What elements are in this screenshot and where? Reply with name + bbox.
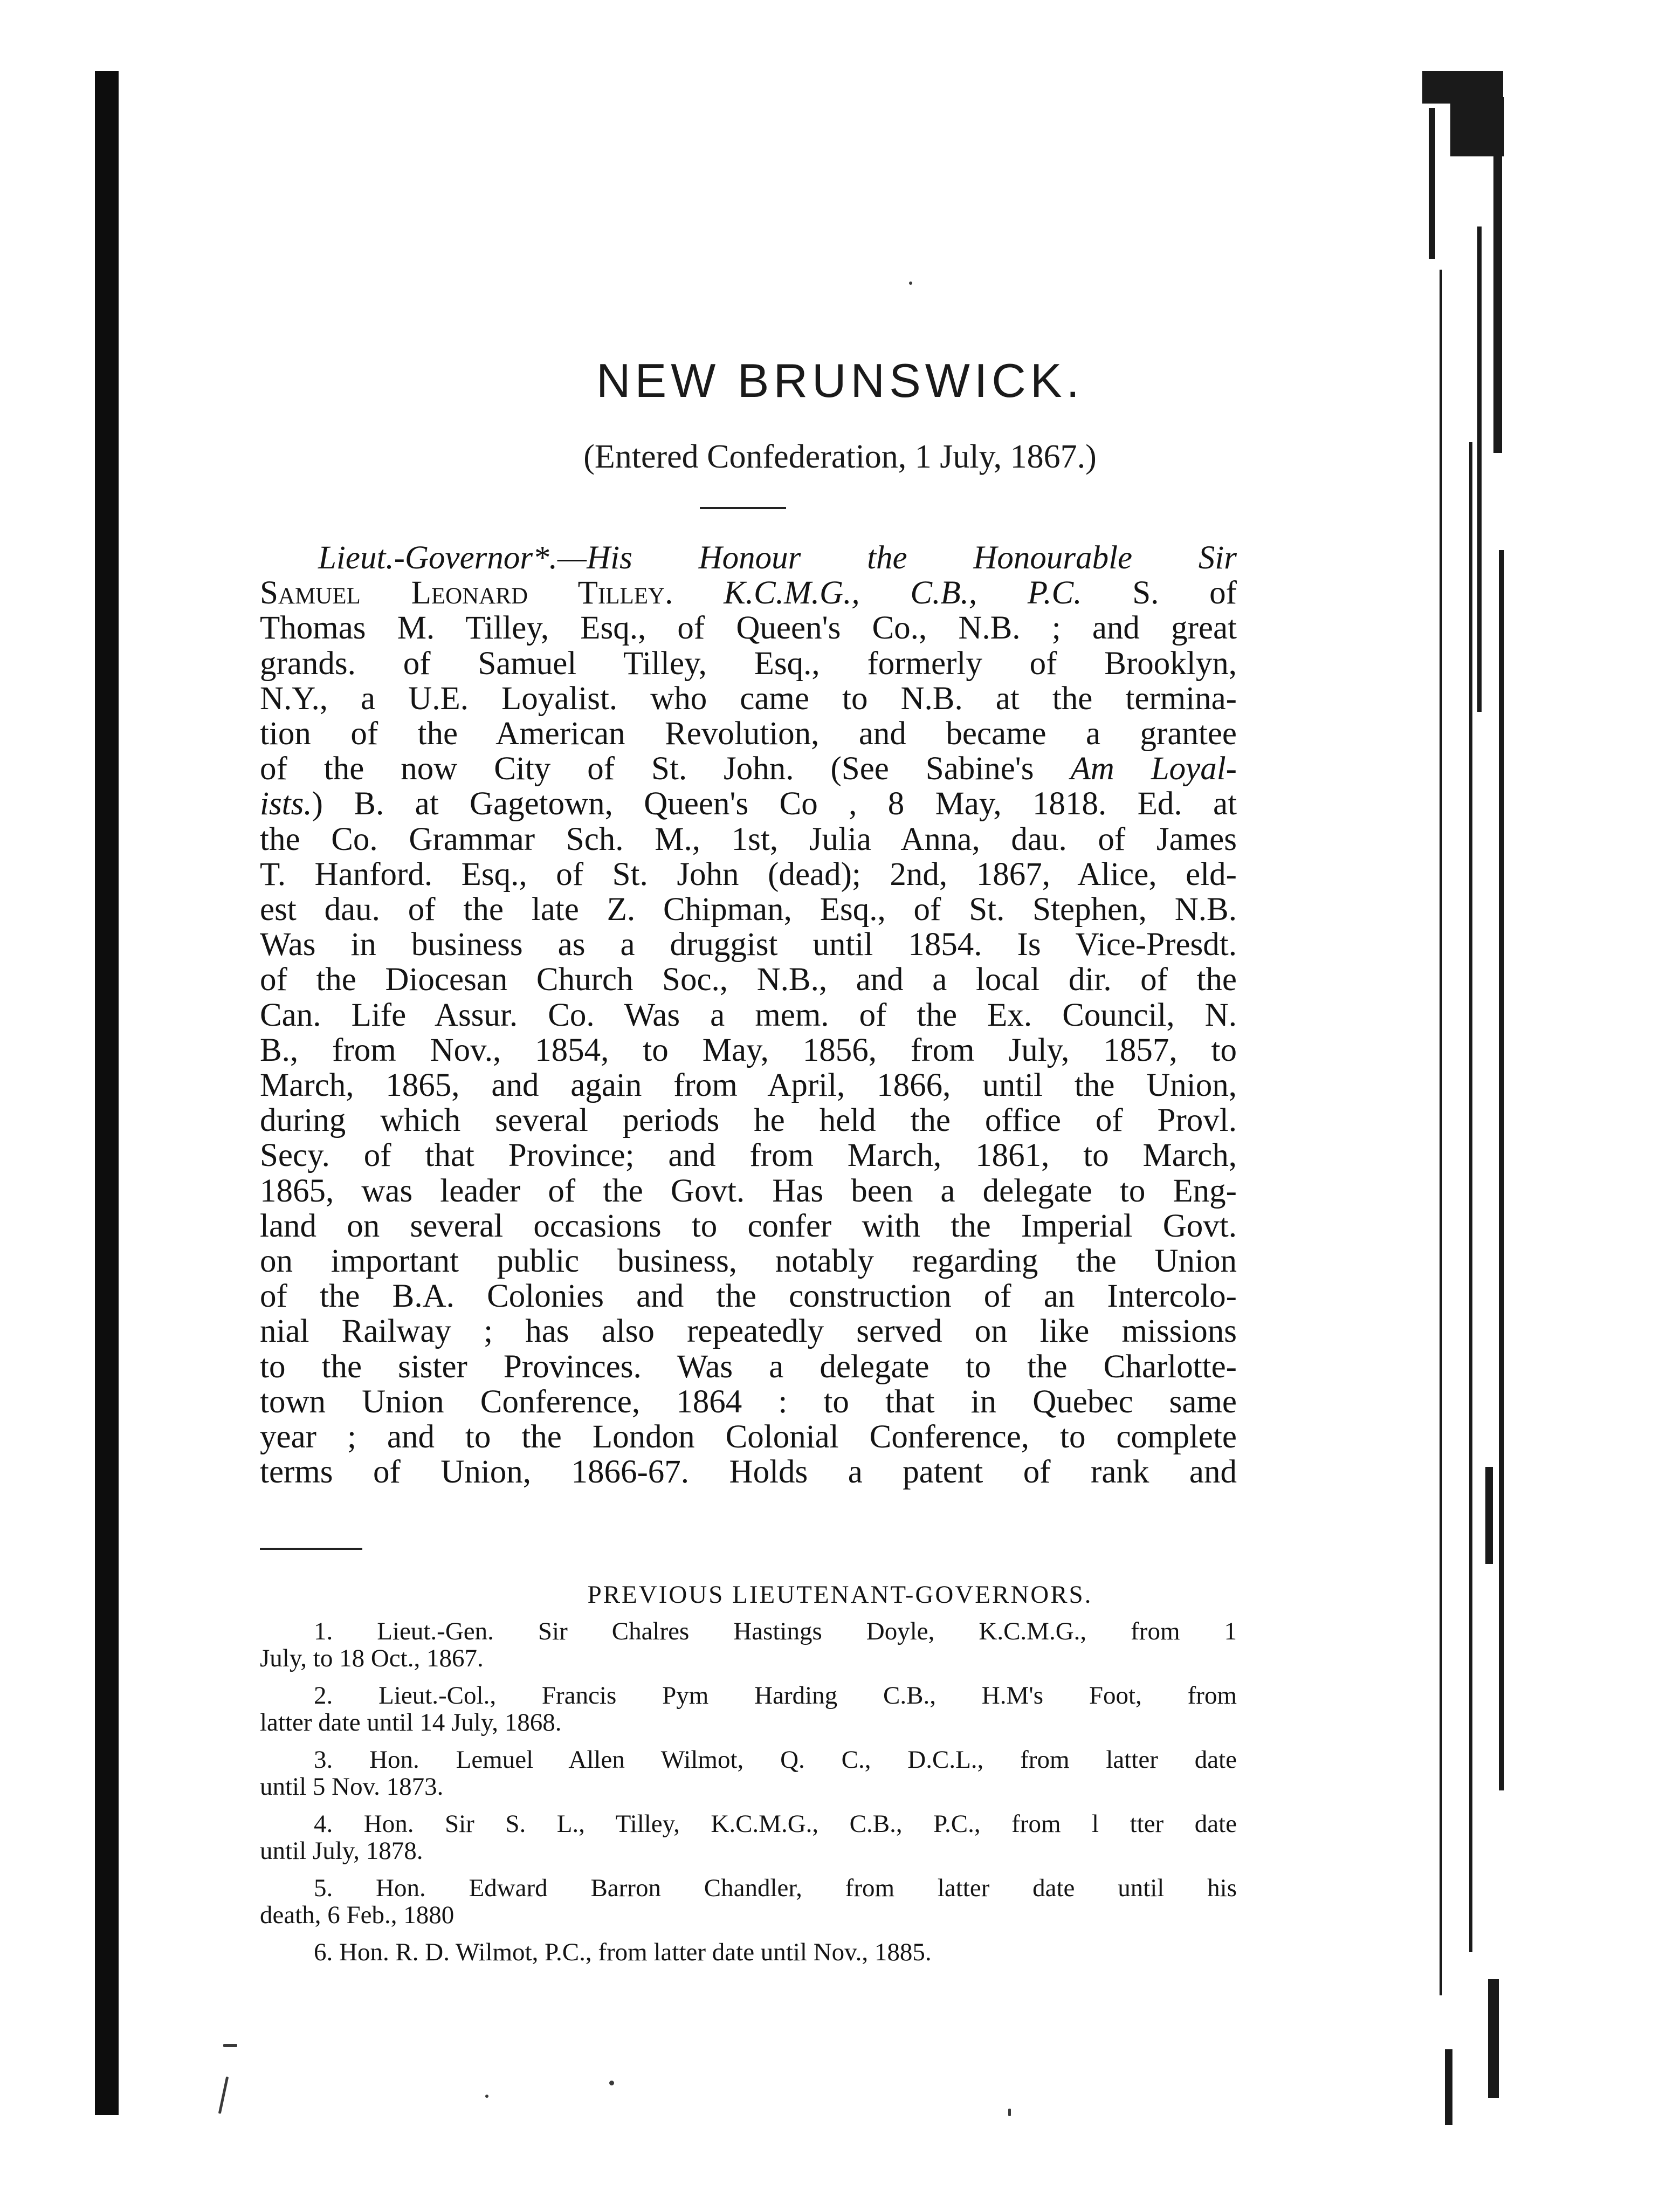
biography-line xyxy=(260,1173,1237,1209)
biography-line xyxy=(260,1384,1237,1419)
previous-governor-item xyxy=(260,1810,1237,1864)
previous-governor-line: July, to 18 Oct., 1867. xyxy=(260,1644,484,1672)
biography-text-run: March, 1865, and again from April, 1866, until the Union, xyxy=(260,1067,1237,1104)
biography-line xyxy=(260,1314,1237,1349)
biography-line xyxy=(260,716,1237,751)
biography-text-run: Can. Life Assur. Co. Was a mem. of the Ex. Council, N. xyxy=(260,997,1237,1033)
biography-line xyxy=(260,927,1237,962)
biography-text-run: Secy. of that Province; and from March, 1861, to March, xyxy=(260,1137,1237,1174)
title-divider xyxy=(700,507,786,509)
biography-line xyxy=(260,1419,1237,1454)
biography-text-run: during which several periods he held the office of Provl. xyxy=(260,1102,1237,1139)
biography-line xyxy=(260,1454,1237,1490)
biography-text-run: of the now City of St. John. (See Sabine's xyxy=(260,751,1071,787)
previous-governor-line: until 5 Nov. 1873. xyxy=(260,1773,444,1801)
biography-text-run: year ; and to the London Colonial Conference, to complete xyxy=(260,1419,1237,1456)
biography-line xyxy=(260,998,1237,1033)
biography-text-run: Am Loyal- xyxy=(1070,751,1237,787)
dust-speck xyxy=(485,2095,488,2098)
biography-line xyxy=(260,1349,1237,1384)
previous-governor-line: 3. Hon. Lemuel Allen Wilmot, Q. C., D.C.L., from latter date xyxy=(314,1746,1237,1774)
biography-text-run: of the B.A. Colonies and the construction of an Intercolo- xyxy=(260,1278,1237,1315)
biography-line xyxy=(260,892,1237,927)
biography-text-run: Lieut.-Governor*.—His Honour the Honourable Sir xyxy=(318,540,1237,576)
biography-line xyxy=(260,822,1237,857)
dust-mark xyxy=(218,2076,229,2114)
biography-text-run: K.C.M.G., C.B., P.C. xyxy=(724,575,1082,612)
biography-line xyxy=(260,1279,1237,1314)
page-title: NEW BRUNSWICK. xyxy=(596,354,1084,407)
biography-paragraph xyxy=(260,540,1237,1490)
previous-governor-line: 1. Lieut.-Gen. Sir Chalres Hastings Doyle, K.C.M.G., from 1 xyxy=(314,1617,1237,1645)
dust-speck xyxy=(609,2081,614,2085)
biography-text-run: Was in business as a druggist until 1854. Is Vice-Presdt. xyxy=(260,926,1237,963)
previous-governor-line: 6. Hon. R. D. Wilmot, P.C., from latter date until Nov., 1885. xyxy=(314,1938,932,1966)
biography-line xyxy=(260,786,1237,821)
previous-governor-item xyxy=(260,1746,1237,1800)
biography-text-run: grands. of Samuel Tilley, Esq., formerly of Brooklyn, xyxy=(260,645,1237,682)
biography-text-run: land on several occasions to confer with the Imperial Govt. xyxy=(260,1207,1237,1244)
previous-governor-line: 4. Hon. Sir S. L., Tilley, K.C.M.G., C.B., P.C., from l tter date xyxy=(314,1810,1237,1838)
previous-governor-item xyxy=(260,1618,1237,1672)
previous-governor-line: death, 6 Feb., 1880 xyxy=(260,1901,455,1929)
biography-text-run: on important public business, notably regarding the Union xyxy=(260,1243,1237,1280)
biography-text-run: town Union Conference, 1864 : to that in Quebec same xyxy=(260,1383,1237,1420)
previous-governors-heading: PREVIOUS LIEUTENANT-GOVERNORS. xyxy=(587,1581,1093,1609)
page-subtitle: (Entered Confederation, 1 July, 1867.) xyxy=(583,438,1097,475)
biography-line xyxy=(260,962,1237,997)
biography-text-run: B., from Nov., 1854, to May, 1856, from July, 1857, to xyxy=(260,1032,1237,1068)
biography-line xyxy=(260,575,1237,610)
biography-text-run: to the sister Provinces. Was a delegate to the Charlotte- xyxy=(260,1348,1237,1385)
biography-text-run: Samuel Leonard Tilley. xyxy=(260,575,724,612)
biography-line xyxy=(260,857,1237,892)
biography-line xyxy=(260,610,1237,646)
biography-text-run: N.Y., a U.E. Loyalist. who came to N.B. at the termina- xyxy=(260,680,1237,717)
biography-text-run: Thomas M. Tilley, Esq., of Queen's Co., N.B. ; and great xyxy=(260,610,1237,647)
previous-governor-line: until July, 1878. xyxy=(260,1837,423,1865)
biography-line xyxy=(260,540,1237,575)
section-divider xyxy=(260,1548,362,1550)
biography-text-run: of the Diocesan Church Soc., N.B., and a local dir. of the xyxy=(260,962,1237,998)
biography-line xyxy=(260,1103,1237,1138)
biography-text-run: T. Hanford. Esq., of St. John (dead); 2nd, 1867, Alice, eld- xyxy=(260,856,1237,893)
biography-line xyxy=(260,1209,1237,1244)
previous-governor-line: 5. Hon. Edward Barron Chandler, from latter date until his xyxy=(314,1874,1237,1902)
biography-text-run: nial Railway ; has also repeatedly served on like missions xyxy=(260,1313,1237,1350)
biography-text-run: est dau. of the late Z. Chipman, Esq., of St. Stephen, N.B. xyxy=(260,891,1237,928)
previous-governor-item xyxy=(260,1939,1237,1966)
dust-speck xyxy=(909,282,912,285)
biography-text-run: 1865, was leader of the Govt. Has been a delegate to Eng- xyxy=(260,1172,1237,1209)
biography-text-run: tion of the American Revolution, and became a grantee xyxy=(260,716,1237,752)
biography-line xyxy=(260,1244,1237,1279)
biography-line xyxy=(260,1068,1237,1103)
biography-text-run: terms of Union, 1866-67. Holds a patent of rank and xyxy=(260,1454,1237,1491)
biography-line xyxy=(260,751,1237,786)
biography-text-run: ists. xyxy=(260,786,312,822)
biography-line xyxy=(260,1138,1237,1173)
dust-mark xyxy=(1008,2109,1011,2116)
previous-governor-line: 2. Lieut.-Col., Francis Pym Harding C.B., H.M's Foot, from xyxy=(314,1681,1237,1710)
biography-text-run: S. of xyxy=(1082,575,1237,612)
biography-line xyxy=(260,646,1237,681)
biography-line xyxy=(260,681,1237,716)
previous-governor-item xyxy=(260,1875,1237,1928)
dust-mark xyxy=(223,2044,237,2047)
biography-text-run: ) B. at Gagetown, Queen's Co , 8 May, 1818. Ed. at xyxy=(312,786,1237,822)
previous-governor-line: latter date until 14 July, 1868. xyxy=(260,1708,562,1737)
biography-text-run: the Co. Grammar Sch. M., 1st, Julia Anna, dau. of James xyxy=(260,821,1237,857)
previous-governor-item xyxy=(260,1682,1237,1736)
biography-line xyxy=(260,1033,1237,1068)
previous-governors-list xyxy=(260,1618,1237,1976)
